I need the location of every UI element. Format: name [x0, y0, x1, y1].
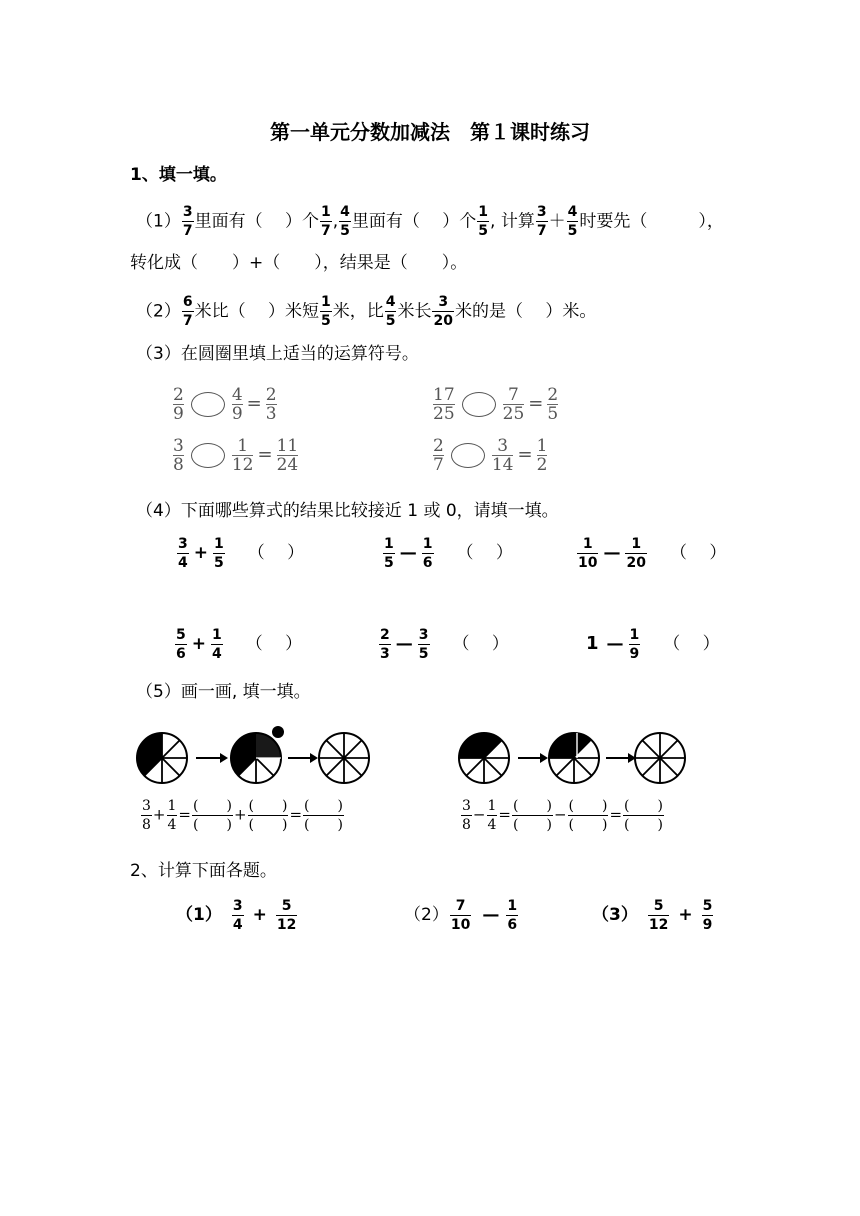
answer-blank[interactable]: ( ) ( ) [304, 798, 343, 833]
operator-circle[interactable] [191, 392, 225, 417]
answer-blank[interactable]: （ ） [669, 543, 727, 563]
left-equation: $\frac{3}{8}$ + $\frac{1}{4}$ = ( ) ( ) + ( ) ( ) = ( ) ( ) [142, 798, 343, 833]
fraction: $\frac{1}{5}$ [478, 204, 489, 239]
pie-minus-1-4 [549, 733, 599, 783]
fraction: $\frac{1}{7}$ [320, 204, 331, 239]
arrow-icon [288, 753, 318, 763]
operator-circle[interactable] [191, 443, 225, 468]
answer-blank[interactable]: ( ) ( ) [568, 798, 608, 833]
answer-blank[interactable]: ( ) ( ) [513, 798, 552, 833]
question-4-text: （4）下面哪些算式的结果比较接近 1 或 0，请填一填。 [136, 501, 559, 521]
operator-circle[interactable] [462, 392, 496, 417]
fraction: $\frac{4}{5}$ [340, 204, 350, 239]
q3-equation: $\frac{3}{8}$ $\frac{1}{12}$ = $\frac{11}{24}$ [173, 436, 299, 475]
left-pie-sequence [136, 718, 376, 792]
answer-blank[interactable]: ( ) ( ) [193, 798, 232, 833]
fraction: $\frac{6}{7}$ [182, 294, 193, 329]
question-1-line-1: （1） $\frac{3}{7}$ 里面有（ ）个 $\frac{1}{7}$ , $\frac{4}{5}$ 里面有（ ）个 $\frac{1}{5}$ , 计算 $\frac{3}{7}$ ＋ $\frac{4}{5}$ 时要先（ ）， [136, 204, 724, 239]
section-2-heading: 2、计算下面各题。 [130, 861, 277, 881]
arrow-icon [196, 753, 228, 763]
pie-1-4-shaded [231, 726, 284, 783]
operator-circle[interactable] [451, 443, 485, 468]
pie-empty [319, 733, 369, 783]
q4-expression: $\frac{5}{6}$ + $\frac{1}{4}$ （ ） [176, 627, 303, 662]
answer-blank[interactable]: （ ） [245, 634, 303, 654]
answer-blank[interactable]: ( ) ( ) [248, 798, 288, 833]
page-title: 第一单元分数加减法 第１课时练习 [270, 120, 590, 144]
calc-item: （3） $\frac{5}{12}$ + $\frac{5}{9}$ [592, 898, 713, 933]
right-equation: $\frac{3}{8}$ − $\frac{1}{4}$ = ( ) ( ) − ( ) ( ) = ( ) ( ) [462, 798, 663, 833]
calc-item: （1） $\frac{3}{4}$ + $\frac{5}{12}$ [176, 898, 297, 933]
fraction: $\frac{4}{5}$ [567, 204, 578, 239]
calc-item: （2） $\frac{7}{10}$ — $\frac{1}{6}$ [404, 898, 518, 933]
arrow-icon [606, 753, 636, 763]
fraction: $\frac{3}{7}$ [182, 204, 193, 239]
pie-3-8-shaded [137, 733, 187, 783]
answer-blank[interactable]: （ ） [663, 634, 720, 654]
q3-equation: $\frac{2}{7}$ $\frac{3}{14}$ = $\frac{1}{2}$ [433, 436, 548, 475]
question-5-text: （5）画一画, 填一填。 [136, 682, 311, 702]
pie-3-8-shaded [459, 733, 509, 783]
pie-empty [635, 733, 685, 783]
q4-expression: $\frac{1}{10}$ — $\frac{1}{20}$ （ ） [578, 536, 727, 571]
answer-blank[interactable]: ( ) ( ) [624, 798, 663, 833]
fraction: $\frac{1}{5}$ [320, 294, 331, 329]
answer-blank[interactable]: （ ） [456, 543, 513, 563]
q3-equation: $\frac{2}{9}$ $\frac{4}{9}$ = $\frac{2}{3}$ [173, 385, 277, 424]
question-3-text: （3）在圆圈里填上适当的运算符号。 [136, 344, 419, 364]
fraction: $\frac{3}{7}$ [536, 204, 547, 239]
q3-equation: $\frac{17}{25}$ $\frac{7}{25}$ = $\frac{2}{5}$ [433, 385, 559, 424]
q4-expression: $\frac{2}{3}$ — $\frac{3}{5}$ （ ） [380, 627, 509, 662]
question-1-line-2: 转化成（ ）+（ ），结果是（ ）。 [130, 253, 468, 273]
right-pie-sequence [456, 718, 696, 792]
q4-expression: 1 — $\frac{1}{9}$ （ ） [586, 627, 720, 662]
q4-expression: $\frac{1}{5}$ — $\frac{1}{6}$ （ ） [384, 536, 513, 571]
question-2: （2） $\frac{6}{7}$ 米比（ ）米短 $\frac{1}{5}$ 米，比 $\frac{4}{5}$ 米长 $\frac{3}{20}$ 米的是（ ）米。 [136, 294, 597, 329]
arrow-icon [518, 753, 548, 763]
answer-blank[interactable]: （ ） [452, 634, 509, 654]
section-1-heading: 1、填一填。 [130, 165, 227, 185]
q4-expression: $\frac{3}{4}$ + $\frac{1}{5}$ （ ） [178, 536, 305, 571]
fraction: $\frac{4}{5}$ [385, 294, 396, 329]
fraction: $\frac{3}{20}$ [433, 294, 453, 329]
answer-blank[interactable]: （ ） [247, 543, 305, 563]
